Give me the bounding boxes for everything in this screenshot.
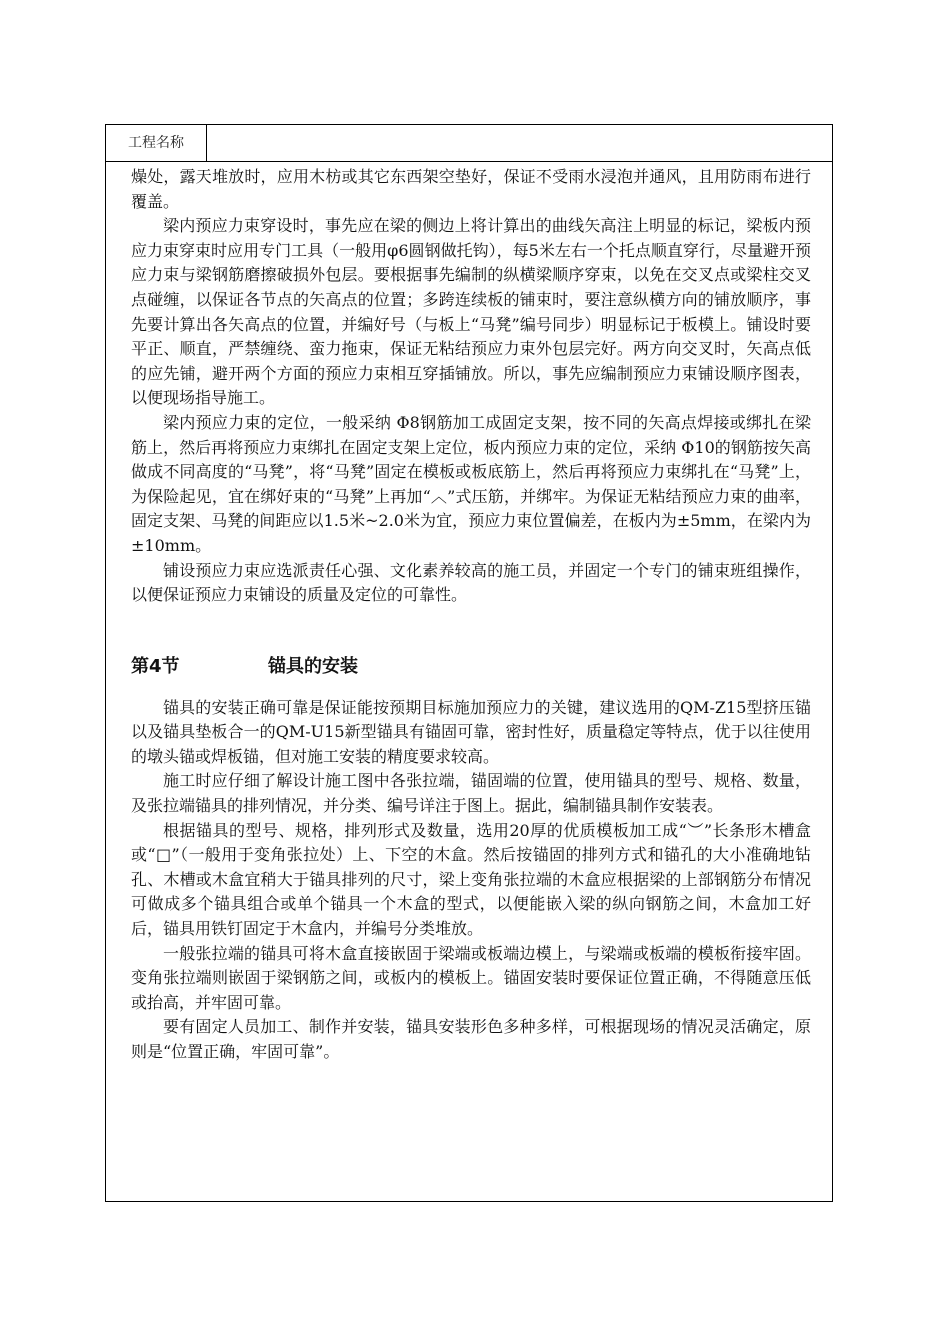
paragraph: 铺设预应力束应选派责任心强、文化素养较高的施工员，并固定一个专门的铺束班组操作，以便保证预应力束铺设的质量及定位的可靠性。 [131,560,811,605]
paragraph: 燥处，露天堆放时，应用木枋或其它东西架空垫好，保证不受雨水浸泡并通风，且用防雨布进行覆盖。 [131,167,811,211]
section-number: 第4节 [131,655,180,677]
paragraph: 根据锚具的型号、规格，排列形式及数量，选用20厚的优质模板加工成“︶”长条形木槽盒或“□”（一般用于变角张拉处）上、下空的木盒。然后按锚固的排列方式和锚孔的大小准确地钻孔、木槽或木盒宜稍大于锚具排列的尺寸，梁上变角张拉端的木盒应根据梁的上部钢筋分布情况可做成多个锚具组合或单个锚具一个木盒的型式，以便能嵌入梁的纵向钢筋之间，木盒加工好后，锚具用铁钉固定于木盒内，并编号分类堆放。 [131,820,811,939]
section-heading [131,654,811,680]
paragraph-group-bottom [131,696,811,1065]
document-frame [105,124,833,1202]
paragraph: 梁内预应力束穿设时，事先应在梁的侧边上将计算出的曲线矢高注上明显的标记，梁板内预应力束穿束时应用专门工具（一般用φ6圆钢做托钩），每5米左右一个托点顺直穿行，尽量避开预应力束与梁钢筋磨擦破损外包层。要根据事先编制的纵横梁顺序穿束，以免在交叉点或梁柱交叉点碰缠，以保证各节点的矢高点的位置；多跨连续板的铺束时，要注意纵横方向的铺放顺序，事先要计算出各矢高点的位置，并编好号（与板上“马凳”编号同步）明显标记于板模上。铺设时要平正、顺直，严禁缠绕、蛮力拖束，保证无粘结预应力束外包层完好。两方向交叉时，矢高点低的应先铺，避开两个方面的预应力束相互穿插铺放。所以，事先应编制预应力束铺设顺序图表，以便现场指导施工。 [131,216,811,408]
document-body [131,165,811,1065]
header-row [106,125,832,162]
paragraph: 要有固定人员加工、制作并安装，锚具安装形色多种多样，可根据现场的情况灵活确定，原则是“位置正确，牢固可靠”。 [131,1017,811,1061]
paragraph-group-top [131,165,811,608]
project-name-label: 工程名称 [106,125,207,161]
section-title: 锚具的安装 [268,655,358,677]
paragraph: 一般张拉端的锚具可将木盒直接嵌固于梁端或板端边模上，与梁端或板端的模板衔接牢固。变角张拉端则嵌固于梁钢筋之间，或板内的模板上。锚固安装时要保证位置正确，不得随意压低或抬高，并牢固可靠。 [131,943,811,1012]
paragraph: 锚具的安装正确可靠是保证能按预期目标施加预应力的关键，建议选用的QM-Z15型挤压锚以及锚具垫板合一的QM-U15新型锚具有锚固可靠，密封性好，质量稳定等特点，优于以往使用的墩头锚或焊板锚，但对施工安装的精度要求较高。 [131,697,811,766]
project-name-value [207,125,832,161]
paragraph: 施工时应仔细了解设计施工图中各张拉端，锚固端的位置，使用锚具的型号、规格、数量，及张拉端锚具的排列情况，并分类、编号详注于图上。据此，编制锚具制作安装表。 [131,771,811,816]
paragraph: 梁内预应力束的定位，一般采纳 Φ8钢筋加工成固定支架，按不同的矢高点焊接或绑扎在梁筋上，然后再将预应力束绑扎在固定支架上定位，板内预应力束的定位，采纳 Φ10的钢筋按矢高做成不同高度的“马凳”，将“马凳”固定在模板或板底筋上，然后再将预应力束绑扎在“马凳”上，为保险起见，宜在绑好束的“马凳”上再加“︿”式压筋，并绑牢。为保证无粘结预应力束的曲率，固定支架、马凳的间距应以1.5米~2.0米为宜，预应力束位置偏差，在板内为±5mm，在梁内为±10mm。 [131,412,811,555]
